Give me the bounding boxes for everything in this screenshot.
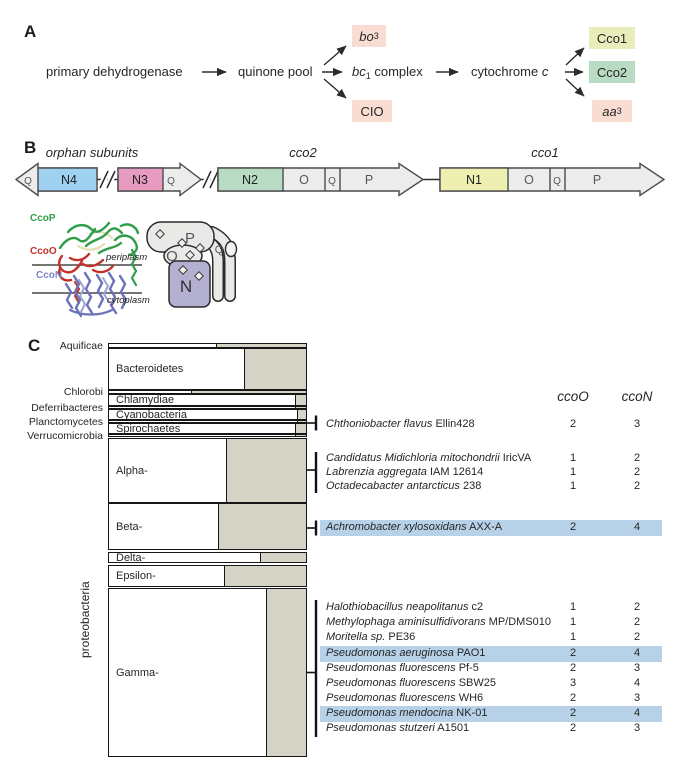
primary-dehydrogenase-node: primary dehydrogenase (46, 64, 183, 79)
gene-q-label: Q (553, 176, 561, 187)
gene-p-label: P (364, 173, 374, 187)
taxon-label-outside: Chlorobi (63, 386, 103, 398)
cio-oxidase-node: CIO (352, 100, 392, 122)
species-strain: MP/DMS010 (488, 616, 552, 628)
species-name (326, 677, 496, 689)
ccoN-count: 2 (633, 616, 641, 628)
species-name (326, 466, 483, 478)
cco2-node: Cco2 (589, 61, 635, 83)
species-row (320, 479, 662, 495)
species-strain: PE36 (388, 631, 416, 643)
ccoO-count: 1 (569, 616, 577, 628)
ccoO-count: 1 (569, 631, 577, 643)
ccoN-count: 3 (633, 662, 641, 674)
species-name (326, 707, 487, 719)
ccoO-count: 2 (569, 692, 577, 704)
gene-p-label: P (592, 173, 602, 187)
gene-n3-label: N3 (132, 173, 148, 187)
cytochrome-c-italic: c (541, 64, 549, 79)
cartoon-o-label: O (166, 248, 178, 265)
species-strain: PAO1 (456, 647, 486, 659)
species-strain: WH6 (458, 692, 484, 704)
species-row (320, 721, 662, 737)
ccoO-count: 2 (569, 707, 577, 719)
taxon-label: Delta- (116, 551, 146, 564)
ccoN-count: 2 (633, 480, 641, 492)
species-strain: NK-01 (456, 707, 488, 719)
species-name (326, 616, 551, 628)
taxon-label: Cyanobacteria (116, 408, 187, 421)
ccoO-count: 1 (569, 466, 577, 478)
ccoO-count: 2 (569, 521, 577, 533)
species-strain: 238 (462, 480, 482, 492)
ccoN-count: 2 (633, 452, 641, 464)
cytochrome-base: cytochrome (471, 64, 542, 79)
species-row (320, 520, 662, 536)
ccoO-count: 3 (569, 677, 577, 689)
ccoO-count: 1 (569, 452, 577, 464)
ccoN-structure-label: CcoN (36, 270, 63, 281)
panel-a-label: A (24, 22, 37, 41)
species-binomial: Pseudomonas fluorescens (326, 662, 456, 674)
ccoO-count: 2 (569, 647, 577, 659)
species-row (320, 706, 662, 722)
ccoN-count: 2 (633, 631, 641, 643)
aa3-base: aa (602, 103, 617, 119)
species-name (326, 601, 483, 613)
gene-n1-label: N1 (466, 173, 482, 187)
species-strain: c2 (471, 601, 484, 613)
species-strain: Pf-5 (458, 662, 479, 674)
ccoO-count: 1 (569, 480, 577, 492)
periplasm-label: periplasm (106, 252, 148, 263)
species-name (326, 418, 475, 430)
taxon-label: Beta- (116, 520, 143, 533)
ccoN-count: 3 (633, 722, 641, 734)
panel-b-label: B (24, 138, 37, 157)
species-name (326, 521, 502, 533)
gene-q-label: Q (167, 176, 175, 187)
taxon-label-outside: Planctomycetes (28, 415, 103, 428)
species-name (326, 480, 481, 492)
gene-o-label: O (524, 173, 534, 187)
ccoN-count: 4 (633, 677, 641, 689)
species-name (326, 662, 479, 674)
bo3-base: bo (359, 28, 374, 44)
taxon-label-outside: Aquificae (59, 339, 103, 352)
bc1-base: bc (352, 64, 366, 79)
species-row (320, 691, 662, 707)
cartoon-p-label: P (184, 230, 196, 247)
ccoN-count: 2 (633, 601, 641, 613)
ccoO-count: 2 (569, 722, 577, 734)
cytoplasm-label: cytoplasm (107, 295, 150, 306)
ccoN-count: 4 (633, 521, 641, 533)
column-header-ccoN: ccoN (621, 389, 653, 404)
cartoon-n-label: N (179, 277, 193, 296)
ccoO-count: 2 (569, 418, 577, 430)
column-header-ccoO: ccoO (557, 389, 589, 404)
taxon-label: Spirochaetes (116, 422, 181, 435)
taxon-label: Chlamydiae (116, 394, 175, 406)
gene-q-label: Q (24, 176, 32, 187)
species-binomial: Moritella sp. (326, 631, 386, 643)
species-strain: IricVA (502, 452, 532, 464)
ccoN-count: 3 (633, 418, 641, 430)
taxon-label-outside: Verrucomicrobia (27, 429, 103, 442)
ccoN-count: 2 (633, 466, 641, 478)
species-row (320, 630, 662, 646)
ccoO-structure-label: CcoO (30, 246, 57, 257)
species-strain: A1501 (437, 722, 470, 734)
taxon-label: Gamma- (116, 666, 159, 679)
orphan-subunits-title: orphan subunits (45, 145, 139, 160)
species-binomial: Halothiobacillus neapolitanus (326, 601, 469, 613)
species-name (326, 647, 485, 659)
species-name (326, 452, 531, 464)
species-binomial: Pseudomonas mendocina (326, 707, 454, 719)
species-binomial: Octadecabacter antarcticus (326, 480, 460, 492)
species-binomial: Candidatus Midichloria mitochondrii (326, 452, 500, 464)
ccoN-count: 4 (633, 707, 641, 719)
taxon-label-outside: Deferribacteres (31, 401, 103, 414)
ccoN-count: 3 (633, 692, 641, 704)
species-binomial: Pseudomonas fluorescens (326, 692, 456, 704)
species-binomial: Chthoniobacter flavus (326, 418, 433, 430)
species-binomial: Labrenzia aggregata (326, 466, 427, 478)
species-binomial: Pseudomonas aeruginosa (326, 647, 454, 659)
species-row (320, 417, 662, 433)
species-name (326, 722, 469, 734)
taxon-label: Alpha- (116, 464, 148, 477)
bc1-subscript: 1 (365, 71, 371, 81)
aa3-subscript: 3 (616, 106, 622, 116)
species-row (320, 646, 662, 662)
species-strain: AXX-A (469, 521, 503, 533)
ccoN-count: 4 (633, 647, 641, 659)
species-strain: SBW25 (458, 677, 496, 689)
quinone-pool-node: quinone pool (238, 64, 313, 79)
gene-o-label: O (299, 173, 309, 187)
species-strain: IAM 12614 (429, 466, 484, 478)
bo3-subscript: 3 (373, 31, 379, 41)
species-row (320, 615, 662, 631)
species-row (320, 676, 662, 692)
gene-n2-label: N2 (242, 173, 258, 187)
ccoP-structure-label: CcoP (30, 213, 56, 224)
taxon-label: Bacteroidetes (116, 363, 184, 375)
cco1-node: Cco1 (589, 27, 635, 49)
species-binomial: Pseudomonas fluorescens (326, 677, 456, 689)
species-row (320, 600, 662, 616)
species-binomial: Methylophaga aminisulfidivorans (326, 616, 486, 628)
taxon-label: Epsilon- (116, 570, 156, 582)
panel-c-label: C (28, 336, 41, 355)
cco2-cluster-title: cco2 (289, 145, 317, 160)
species-binomial: Pseudomonas stutzeri (326, 722, 435, 734)
species-strain: Ellin428 (435, 418, 475, 430)
gene-q-label: Q (328, 176, 336, 187)
proteobacteria-axis-label: proteobacteria (78, 581, 92, 659)
species-binomial: Achromobacter xylosoxidans (326, 521, 467, 533)
species-name (326, 631, 415, 643)
cco1-cluster-title: cco1 (531, 145, 559, 160)
species-row (320, 661, 662, 677)
gene-n4-label: N4 (61, 173, 77, 187)
bc1-rest: complex (370, 64, 423, 79)
cartoon-q-label: Q (214, 244, 224, 256)
ccoO-count: 1 (569, 601, 577, 613)
species-name (326, 692, 483, 704)
ccoO-count: 2 (569, 662, 577, 674)
